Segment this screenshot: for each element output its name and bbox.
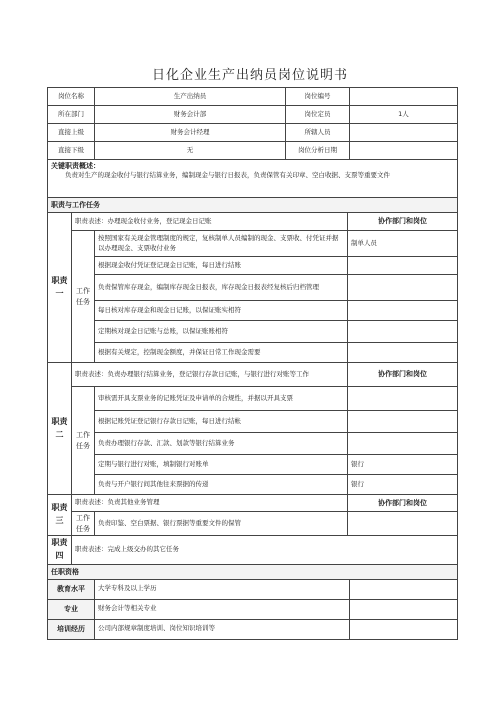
duty1-coop xyxy=(348,257,458,275)
value-department: 财务会计部 xyxy=(95,106,286,124)
qualification-row xyxy=(48,579,458,599)
value-headcount: 1人 xyxy=(350,106,458,124)
duty2-coop xyxy=(348,411,458,433)
duty1-task: 负责保管库存现金，编制库存现金日报表，库存现金日报表经复核后归档管理 xyxy=(95,275,348,301)
key-duty-text: 负责对生产的现金收付与银行结算业务，编制现金与银行日报表，负责保管有关印章、空白收据、支票等重要文件 xyxy=(65,171,390,180)
duty1-task-label: 工作任务 xyxy=(72,231,95,363)
value-supervisor: 财务会计经理 xyxy=(95,124,286,142)
duty2-coop xyxy=(348,387,458,411)
duty2-coop xyxy=(348,433,458,455)
label-analysis-date: 岗位分析日期 xyxy=(286,142,350,160)
table-row xyxy=(48,257,458,275)
section-header xyxy=(48,198,458,213)
key-duty-title: 关键职责概述： xyxy=(51,162,100,170)
duty2-header-row xyxy=(48,363,458,387)
job-description-table xyxy=(47,87,458,640)
duty2-task: 负责办理银行存款、汇款、划款等银行结算业务 xyxy=(95,433,348,455)
label-position-name: 岗位名称 xyxy=(48,88,95,106)
duty4-row xyxy=(48,536,458,565)
section-header xyxy=(48,564,458,579)
duty1-coop: 制单人员 xyxy=(348,231,458,257)
duty1-desc: 职责表述：办理现金收付业务，登记现金日记账 xyxy=(72,213,348,231)
value-analysis-date xyxy=(350,142,458,160)
document-title: 日化企业生产出纳员岗位说明书 xyxy=(151,68,348,83)
duty2-task: 审核需开具支票业务的记账凭证及申请单的合规性，并据以开具支票 xyxy=(95,387,348,411)
info-row xyxy=(48,124,458,142)
duty3-label: 职责三 xyxy=(48,495,72,536)
qualification-value: 公司内部规章制度培训、岗位知识培训等 xyxy=(95,619,350,639)
value-subordinate-staff xyxy=(350,124,458,142)
duty-section-title: 职责与工作任务 xyxy=(48,198,458,213)
empty-cell xyxy=(350,579,458,599)
duty2-coop-header: 协作部门和岗位 xyxy=(348,363,458,387)
table-row xyxy=(48,433,458,455)
label-position-code: 岗位编号 xyxy=(286,88,350,106)
label-headcount: 岗位定员 xyxy=(286,106,350,124)
table-row xyxy=(48,231,458,257)
duty2-task: 根据记账凭证登记银行存款日记账，每日进行结帐 xyxy=(95,411,348,433)
table-row xyxy=(48,411,458,433)
duty2-coop: 银行 xyxy=(348,475,458,495)
duty3-header-row xyxy=(48,495,458,512)
info-row xyxy=(48,142,458,160)
qualification-row xyxy=(48,619,458,639)
duty1-coop xyxy=(348,275,458,301)
duty2-label: 职责二 xyxy=(48,363,72,495)
duty2-task-label: 工作任务 xyxy=(72,387,95,495)
duty2-desc: 职责表述：负责办理银行结算业务，登记银行存款日记账，与银行进行对账等工作 xyxy=(72,363,348,387)
duty1-task: 按照国家有关现金管理制度的规定，复核制单人员编制的现金、支票收、付凭证并据以办理现金、支票收付业务 xyxy=(95,231,348,257)
duty3-coop-header: 协作部门和岗位 xyxy=(348,495,458,512)
table-row xyxy=(48,301,458,321)
empty-cell xyxy=(350,599,458,619)
duty1-task: 每日核对库存现金和现金日记账，以保证账实相符 xyxy=(95,301,348,321)
duty1-coop xyxy=(348,301,458,321)
duty1-task: 定期核对现金日记账与总账，以保证账账相符 xyxy=(95,321,348,343)
table-row xyxy=(48,343,458,363)
info-row xyxy=(48,88,458,106)
label-supervisor: 直接上级 xyxy=(48,124,95,142)
duty1-header-row xyxy=(48,213,458,231)
duty1-coop-header: 协作部门和岗位 xyxy=(348,213,458,231)
label-subordinate-staff: 所辖人员 xyxy=(286,124,350,142)
value-direct-reports: 无 xyxy=(95,142,286,160)
label-direct-reports: 直接下级 xyxy=(48,142,95,160)
table-row xyxy=(48,512,458,536)
value-position-code xyxy=(350,88,458,106)
value-position-name: 生产出纳员 xyxy=(95,88,286,106)
duty1-coop xyxy=(348,343,458,363)
empty-cell xyxy=(350,619,458,639)
duty1-task: 根据有关规定，控制现金额度，并保证日常工作现金需要 xyxy=(95,343,348,363)
qualification-label: 教育水平 xyxy=(48,579,95,599)
duty1-task: 根据现金收付凭证登记现金日记账，每日进行结账 xyxy=(95,257,348,275)
qualification-value: 财务会计等相关专业 xyxy=(95,599,350,619)
duty4-label: 职责四 xyxy=(48,536,72,565)
qualification-label: 培训经历 xyxy=(48,619,95,639)
qualification-label: 专业 xyxy=(48,599,95,619)
table-row xyxy=(48,475,458,495)
qualification-row xyxy=(48,599,458,619)
table-row xyxy=(48,321,458,343)
qualification-section-title: 任职资格 xyxy=(48,564,458,579)
duty2-task: 定期与银行进行对账，填制银行对账单 xyxy=(95,455,348,475)
duty1-label: 职责一 xyxy=(48,213,72,363)
duty3-coop xyxy=(348,512,458,536)
duty1-coop xyxy=(348,321,458,343)
duty4-desc: 职责表述：完成上级交办的其它任务 xyxy=(72,536,458,565)
key-duty-row xyxy=(48,160,458,198)
label-department: 所在部门 xyxy=(48,106,95,124)
duty3-task-label: 工作任务 xyxy=(72,512,95,536)
duty2-task: 负责与开户银行间其他往来票据的传递 xyxy=(95,475,348,495)
duty3-desc: 职责表述：负责其他业务管理 xyxy=(72,495,348,512)
info-row xyxy=(48,106,458,124)
table-row xyxy=(48,275,458,301)
qualification-value: 大学专科及以上学历 xyxy=(95,579,350,599)
duty3-task: 负责印鉴、空白票据、银行票据等重要文件的保管 xyxy=(95,512,348,536)
table-row xyxy=(48,455,458,475)
duty2-coop: 银行 xyxy=(348,455,458,475)
table-row xyxy=(48,387,458,411)
